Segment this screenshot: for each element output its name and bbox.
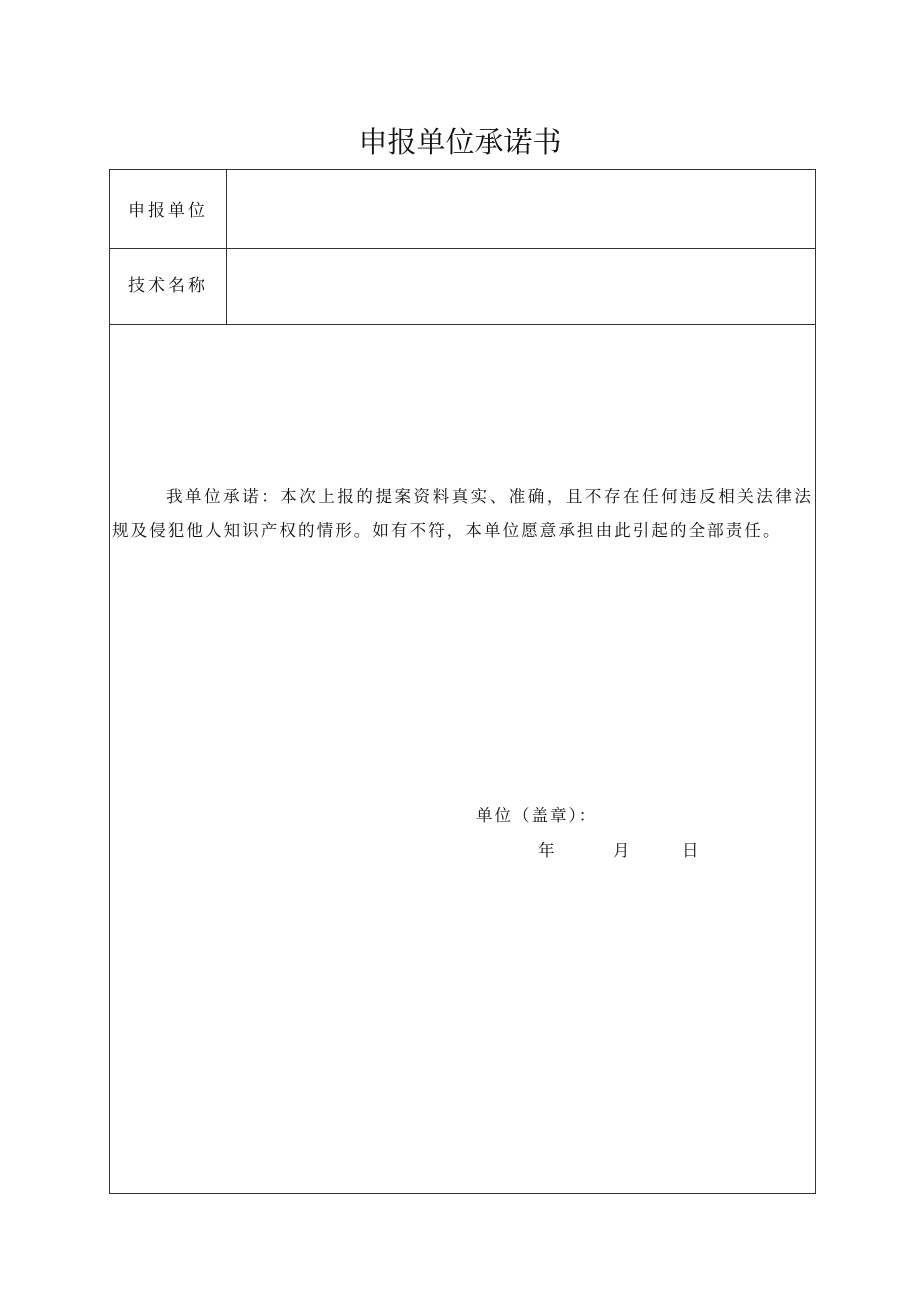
pledge-statement: 我单位承诺：本次上报的提案资料真实、准确，且不存在任何违反相关法律法规及侵犯他人知识产权的情形。如有不符，本单位愿意承担由此引起的全部责任。 bbox=[112, 487, 813, 540]
page-title: 申报单位承诺书 bbox=[358, 125, 562, 159]
technology-name-label: 技术名称 bbox=[128, 276, 208, 296]
pledge-form-table bbox=[109, 169, 816, 1194]
row-divider-2 bbox=[110, 324, 815, 325]
date-year-label: 年 bbox=[538, 841, 555, 860]
applicant-unit-label: 申报单位 bbox=[128, 201, 208, 221]
date-month-label: 月 bbox=[613, 841, 630, 860]
column-divider bbox=[226, 170, 227, 325]
row-divider-1 bbox=[110, 248, 815, 249]
unit-seal-label: 单位（盖章）： bbox=[476, 806, 598, 825]
date-day-label: 日 bbox=[682, 841, 699, 860]
